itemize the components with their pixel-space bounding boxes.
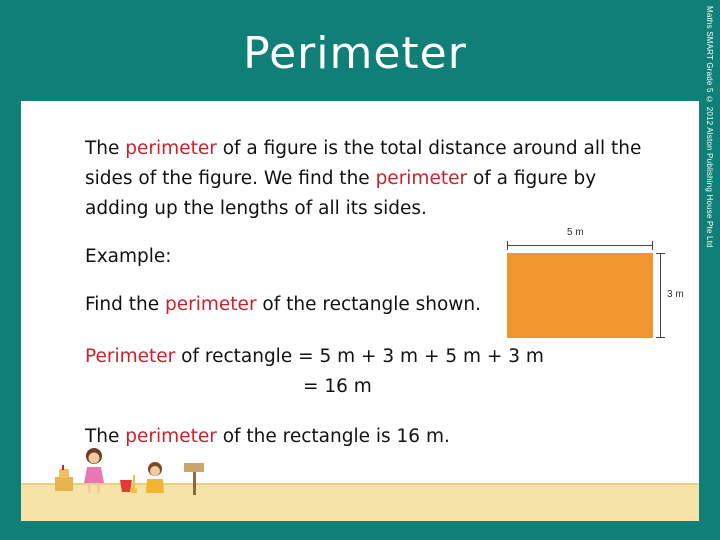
content-panel — [21, 101, 699, 521]
boy-figure-icon — [144, 461, 166, 495]
definition-line-3: adding up the lengths of all its sides. — [85, 198, 427, 219]
definition-line-2: sides of the figure. We find the perimeter of a figure by — [85, 168, 597, 189]
working-line-2: = 16 m — [303, 376, 372, 397]
definition-line-1: The perimeter of a figure is the total distance around all the — [85, 138, 642, 159]
width-dimension-line — [660, 253, 661, 338]
definition-paragraph — [85, 134, 641, 224]
length-label: 5 m — [567, 227, 584, 238]
girl-figure-icon — [81, 447, 107, 495]
example-prompt: Find the perimeter of the rectangle shown. — [85, 294, 482, 315]
working-line-1: Perimeter of rectangle = 5 m + 3 m + 5 m + 3 m — [85, 346, 544, 367]
dimension-tick — [652, 241, 653, 250]
conclusion-line: The perimeter of the rectangle is 16 m. — [85, 426, 450, 447]
highlighted-term: Perimeter — [85, 346, 176, 367]
slide-title: Perimeter — [243, 28, 467, 79]
beach-sign-icon — [183, 461, 205, 495]
orange-rectangle — [507, 253, 653, 338]
bucket-spade-icon — [117, 475, 137, 493]
rectangle-figure — [507, 227, 697, 347]
sandcastle-icon — [53, 465, 75, 491]
example-label: Example: — [85, 246, 172, 267]
highlighted-term: perimeter — [125, 426, 217, 447]
highlighted-term: perimeter — [125, 138, 217, 159]
length-dimension-line — [507, 245, 653, 246]
highlighted-term: perimeter — [165, 294, 257, 315]
dimension-tick — [656, 337, 665, 338]
width-label: 3 m — [667, 289, 684, 300]
dimension-tick — [656, 253, 665, 254]
copyright-credit: Maths SMART Grade 5 © 2012 Alston Publishing House Pte Ltd — [705, 6, 714, 248]
dimension-tick — [507, 241, 508, 250]
highlighted-term: perimeter — [375, 168, 468, 189]
